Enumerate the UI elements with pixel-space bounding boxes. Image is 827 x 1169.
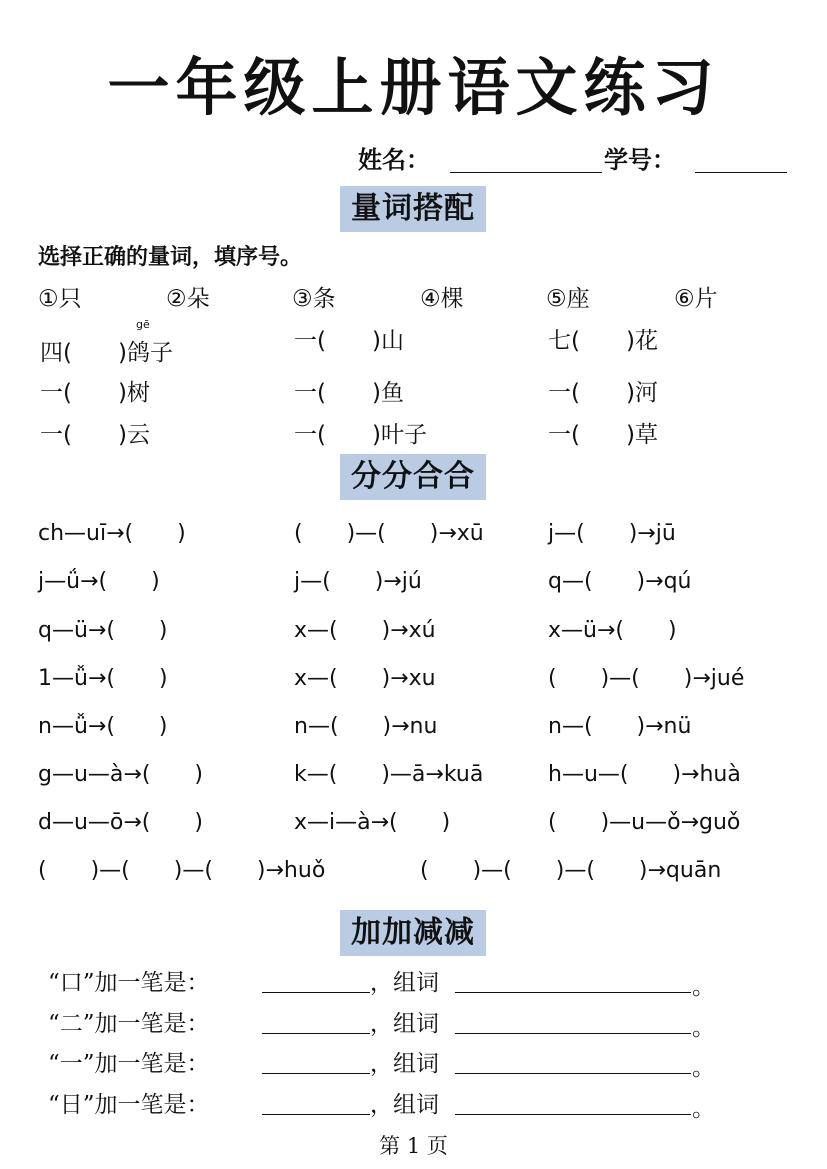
pinyin-exercise: ch—uī→( ) (38, 521, 186, 546)
option-item: ⑥片 (674, 286, 718, 312)
pinyin-exercise: j—ǘ→( ) (38, 569, 160, 594)
pinyin-exercise: n—( )→nü (548, 714, 692, 739)
stroke-prompt: “日”加一笔是： (48, 1092, 210, 1118)
option-item: ④棵 (420, 286, 464, 312)
name-field[interactable] (450, 172, 602, 173)
period-mark: 。 (692, 974, 715, 1000)
word-prompt: ，组词 (370, 1092, 439, 1118)
pinyin-exercise: g—u—à→( ) (38, 762, 203, 787)
answer-blank[interactable] (262, 992, 370, 993)
option-item: ⑤座 (546, 286, 590, 312)
option-item: ②朵 (166, 286, 210, 312)
pinyin-exercise: k—( )—ā→kuā (294, 762, 484, 787)
pinyin-exercise: 1—ǚ→( ) (38, 666, 168, 691)
stroke-prompt: “口”加一笔是： (48, 970, 210, 996)
measure-word-item: 七( )花 (548, 328, 658, 354)
answer-blank[interactable] (455, 992, 691, 993)
answer-blank[interactable] (262, 1033, 370, 1034)
answer-blank[interactable] (262, 1114, 370, 1115)
section-heading-measure-words: 量词搭配 (340, 186, 486, 232)
answer-blank[interactable] (455, 1114, 691, 1115)
option-item: ③条 (292, 286, 336, 312)
measure-word-item: 一( )山 (294, 328, 404, 354)
pinyin-exercise: ( )—( )—( )→quān (420, 858, 722, 883)
answer-blank[interactable] (455, 1073, 691, 1074)
page-title: 一年级上册语文练习 (107, 51, 720, 124)
instruction-text: 选择正确的量词，填序号。 (38, 245, 303, 270)
pinyin-exercise: j—( )→jú (294, 569, 422, 594)
pinyin-exercise: q—( )→qú (548, 569, 692, 594)
pinyin-exercise: ( )—( )—( )→huǒ (38, 858, 326, 883)
pinyin-exercise: x—( )→xú (294, 618, 436, 643)
pinyin-exercise: ( )—( )→jué (548, 666, 745, 691)
name-label: 姓名： (358, 146, 430, 174)
student-id-field[interactable] (695, 172, 787, 173)
word-prompt: ，组词 (370, 1051, 439, 1077)
measure-word-item: 一( )河 (548, 380, 658, 406)
pinyin-exercise: x—ü→( ) (548, 618, 677, 643)
measure-word-item: 一( )树 (40, 380, 150, 406)
page-number: 第 1 页 (379, 1134, 448, 1158)
stroke-prompt: “一”加一笔是： (48, 1051, 210, 1077)
pinyin-annotation: gē (136, 318, 150, 331)
section-heading-split-combine: 分分合合 (340, 454, 486, 500)
stroke-prompt: “二”加一笔是： (48, 1011, 210, 1037)
period-mark: 。 (692, 1096, 715, 1122)
period-mark: 。 (692, 1015, 715, 1041)
measure-word-item: 四( )鸽子 (40, 340, 173, 366)
section-heading-add-subtract: 加加减减 (340, 910, 486, 956)
pinyin-exercise: j—( )→jū (548, 521, 676, 546)
pinyin-exercise: ( )—u—ǒ→guǒ (548, 810, 741, 835)
pinyin-exercise: n—ǚ→( ) (38, 714, 168, 739)
pinyin-exercise: n—( )→nu (294, 714, 438, 739)
word-prompt: ，组词 (370, 1011, 439, 1037)
option-item: ①只 (38, 286, 82, 312)
student-id-label: 学号： (604, 146, 676, 174)
pinyin-exercise: x—( )→xu (294, 666, 436, 691)
answer-blank[interactable] (262, 1073, 370, 1074)
measure-word-item: 一( )草 (548, 422, 658, 448)
answer-blank[interactable] (455, 1033, 691, 1034)
pinyin-exercise: d—u—ō→( ) (38, 810, 203, 835)
measure-word-item: 一( )鱼 (294, 380, 404, 406)
pinyin-exercise: ( )—( )→xū (294, 521, 484, 546)
period-mark: 。 (692, 1055, 715, 1081)
pinyin-exercise: q—ü→( ) (38, 618, 168, 643)
pinyin-exercise: h—u—( )→huà (548, 762, 741, 787)
measure-word-item: 一( )云 (40, 422, 150, 448)
pinyin-exercise: x—i—à→( ) (294, 810, 451, 835)
word-prompt: ，组词 (370, 970, 439, 996)
measure-word-item: 一( )叶子 (294, 422, 427, 448)
